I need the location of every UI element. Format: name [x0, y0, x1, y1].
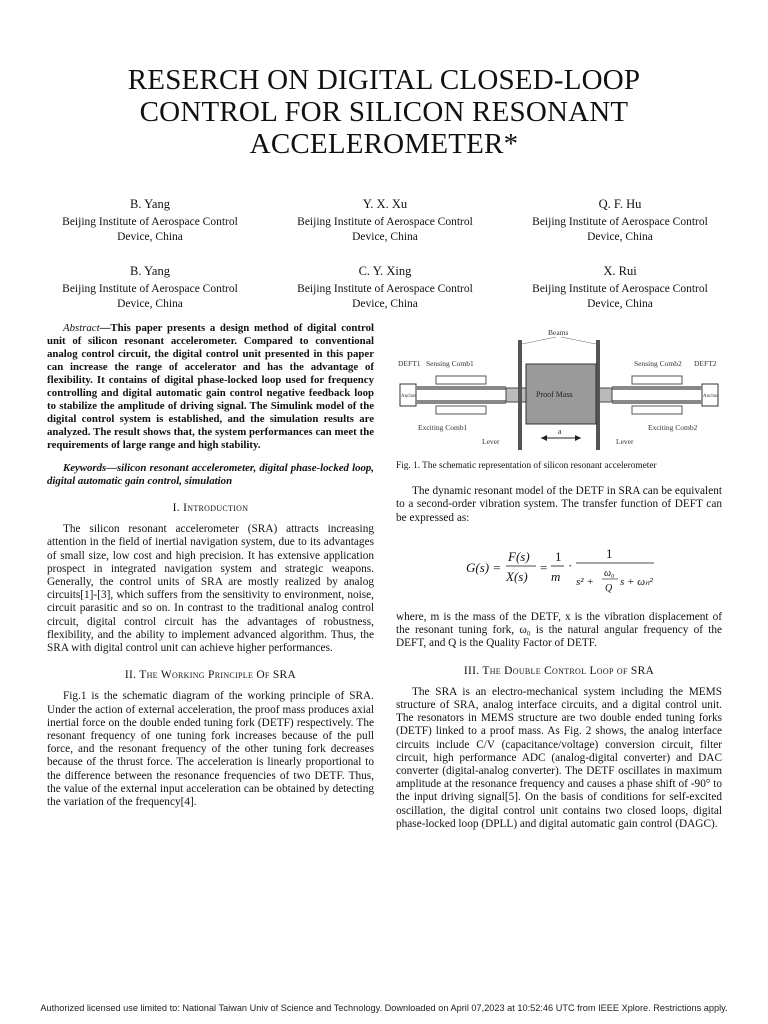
- eq-lhs: G(s) =: [466, 559, 502, 575]
- author-affiliation: Beijing Institute of Aerospace Control: [297, 283, 473, 295]
- eq-equals: =: [540, 559, 548, 575]
- beam-left: [518, 340, 522, 450]
- author-block: [275, 197, 495, 245]
- sensing-comb2: [632, 376, 682, 384]
- abstract-label: Abstract: [63, 322, 100, 334]
- section-heading: II. The Working Principle Of SRA: [124, 669, 297, 682]
- lever-label: Lever: [616, 437, 634, 446]
- eq-s2: s² +: [576, 575, 594, 588]
- author-block: [40, 264, 260, 312]
- author-affiliation: Device, China: [352, 231, 418, 243]
- eq-tail: s + ωₙ²: [620, 575, 653, 588]
- anchor-label: Anchor: [703, 394, 718, 399]
- section-heading: III. The Double Control Loop of SRA: [463, 664, 655, 677]
- keywords: Keywords—silicon resonant accelerometer, digital phase-locked loop, digital automatic gain control, simulation: [47, 462, 374, 487]
- sra-schematic-figure: [396, 326, 722, 454]
- eq-w0: ω₀: [604, 567, 615, 579]
- eq-den-x: X(s): [506, 568, 528, 584]
- model-paragraph: The dynamic resonant model of the DETF in SRA can be equivalent to a second-order vibration system. The transfer function of DEFT can be expressed as:: [396, 485, 722, 524]
- sensing-comb1-label: Sensing Comb1: [426, 359, 474, 368]
- author-row-1: [40, 197, 730, 245]
- license-footer: Authorized licensed use limited to: National Taiwan Univ of Science and Technology. Downloaded on April 07,2023 at 10:52:46 UTC from IEEE Xplore. Restrictions apply.: [40, 1003, 728, 1013]
- author-name: B. Yang: [130, 197, 170, 211]
- author-name: C. Y. Xing: [358, 264, 412, 278]
- author-affiliation: Beijing Institute of Aerospace Control: [62, 283, 238, 295]
- double-loop-paragraph: The SRA is an electro-mechanical system including the MEMS structure of SRA, analog interface circuits, and a digital control unit. The resonators in MEMS structure are two double ended tuning forks (DETF) linked to a proof mass. As Fig. 2 shows, the analog interface circuits include C/V (capacitance/voltage) conversion circuit, filter circuit, high performance ADC (analog-digital converter) and DAC converter (digital-analog converter). The DETF oscillates in maximum amplitude at the resonance frequency and causes a phase shift of -90° to the input driving signal[5]. On the basis of conditions for self-excited oscillation, the digital control unit contains two closed loops, digital phase-locked loop (DPLL) and digital automatic gain control (DAGC).: [396, 685, 722, 830]
- beams-label: Beams: [548, 328, 569, 337]
- sensing-comb2-label: Sensing Comb2: [634, 359, 682, 368]
- abstract-text: —This paper presents a design method of digital control unit of silicon resonant accelerometer. Compared to conventional analog control circuit, the digital control unit presented in this paper can increase the range of accelerator and has the advantage of flexibility. It contains of digital phase-locked loop used for frequency controlling and digital automatic gain control negative feedback loop to stabilize the amplitude of driving signal. The Simulink model of the digital control system is established, and the simulation results are analyzed. The result shows that, the system performances can meet the requirements of large range and high stability.: [47, 322, 374, 451]
- author-block: [510, 264, 730, 312]
- right-column: [396, 322, 722, 831]
- exciting-comb2-label: Exciting Comb2: [648, 423, 698, 432]
- detf1-tine: [416, 400, 506, 404]
- anchor-label: Anchor: [401, 394, 416, 399]
- author-block: [275, 264, 495, 312]
- author-affiliation: Beijing Institute of Aerospace Control: [532, 283, 708, 295]
- eq-one: 1: [555, 548, 562, 564]
- working-principle-paragraph: Fig.1 is the schematic diagram of the working principle of SRA. Under the action of external acceleration, the proof mass produces axial inertial force on the double ended tuning fork (DETF) respectively. The resonant frequency of one tuning fork increases because of the pull force, and the resonant frequency of the other tuning fork decreases because of the thrust force. The acceleration is linearly proportional to the difference between the resonance frequencies of two DETF. Thus, the value of the external input acceleration can be obtained by detecting the variation of the frequency[4].: [47, 690, 374, 809]
- exciting-comb2: [632, 406, 682, 414]
- author-affiliation: Device, China: [587, 298, 653, 310]
- proof-mass-label: Proof Mass: [536, 390, 573, 399]
- paper-title: [60, 64, 708, 160]
- eq-num-f: F(s): [508, 548, 530, 564]
- introduction-paragraph: The silicon resonant accelerometer (SRA) attracts increasing attention in the field of inertial navigation system, due to its advantages of small size, low cost and high precision. It has extensive application prospect in integrated navigation system and strategic weapons. Generally, the control units of SRA are mostly realized by analog circuits[1]-[3], which suffers from the sensitivity to environment, noise, circuit parasitic and so on. In contrast to the traditional analog control circuit, digital control circuit has the advantages of robustness, flexibility, and the ability to implement advanced algorithm. Thus, the SRA with digital control unit can achieve higher performances.: [47, 523, 374, 655]
- author-row-2: [40, 264, 730, 312]
- lever-label: Lever: [482, 437, 500, 446]
- detf2-label: DEFT2: [694, 359, 717, 368]
- author-affiliation: Device, China: [117, 298, 183, 310]
- title-line-2: CONTROL FOR SILICON RESONANT: [139, 96, 629, 128]
- detf2-tine: [612, 400, 702, 404]
- author-affiliation: Device, China: [352, 298, 418, 310]
- transfer-function-equation: [396, 539, 722, 599]
- detf2-tine: [612, 386, 702, 390]
- eq-one-2: 1: [606, 545, 613, 561]
- author-name: B. Yang: [130, 264, 170, 278]
- beam-right: [596, 340, 600, 450]
- detf1-label: DEFT1: [398, 359, 421, 368]
- author-block: [40, 197, 260, 245]
- author-affiliation: Device, China: [117, 231, 183, 243]
- author-affiliation: Beijing Institute of Aerospace Control: [532, 216, 708, 228]
- acceleration-label: a: [558, 427, 562, 436]
- abstract: [47, 322, 374, 452]
- title-line-1: RESERCH ON DIGITAL CLOSED-LOOP: [127, 64, 641, 96]
- exciting-comb1-label: Exciting Comb1: [418, 423, 468, 432]
- author-affiliation: Beijing Institute of Aerospace Control: [62, 216, 238, 228]
- author-affiliation: Beijing Institute of Aerospace Control: [297, 216, 473, 228]
- detf1-tine: [416, 386, 506, 390]
- figure-caption: Fig. 1. The schematic representation of silicon resonant accelerometer: [396, 461, 657, 471]
- equation-graphic: [396, 539, 722, 595]
- left-column: [47, 322, 374, 809]
- section-heading: I. Introduction: [172, 502, 249, 514]
- author-affiliation: Device, China: [587, 231, 653, 243]
- author-name: X. Rui: [603, 264, 637, 278]
- author-name: Y. X. Xu: [362, 197, 408, 211]
- eq-m: m: [551, 568, 561, 584]
- where-paragraph: where, m is the mass of the DETF, x is the vibration displacement of the resonant tuning fork, ω₀ is the natural angular frequency of the DEFT, and Q is the Quality Factor of DETF.: [396, 611, 722, 650]
- author-name: Q. F. Hu: [598, 197, 642, 211]
- exciting-comb1: [436, 406, 486, 414]
- author-block: [510, 197, 730, 245]
- title-line-3: ACCELEROMETER*: [249, 128, 519, 160]
- eq-q: Q: [605, 582, 613, 594]
- sensing-comb1: [436, 376, 486, 384]
- eq-dot: ·: [568, 557, 573, 573]
